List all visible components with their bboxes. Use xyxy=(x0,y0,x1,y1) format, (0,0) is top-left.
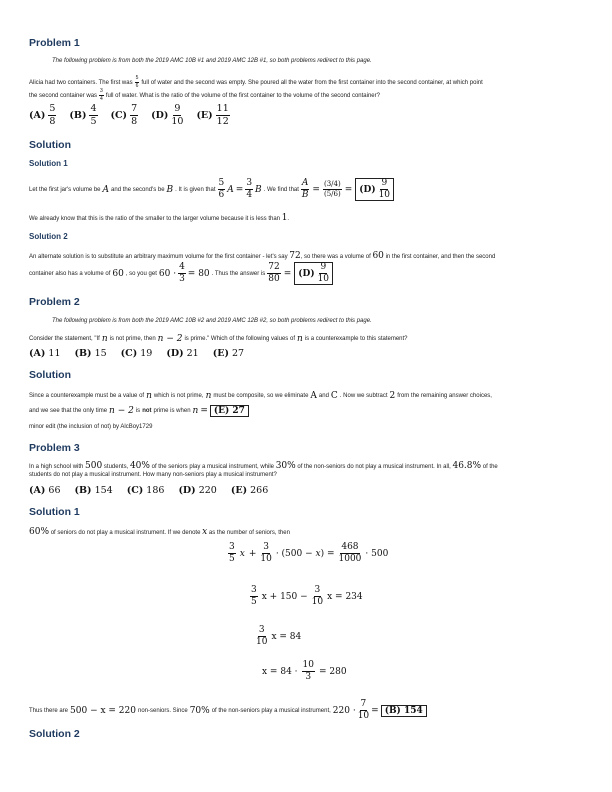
fraction-five-sixths: $\frac{5}{6}$ xyxy=(135,75,139,89)
answer-box-d: (D) $\frac{9}{10}$ xyxy=(355,178,394,201)
answer-box-e: (E) 27 xyxy=(210,405,249,417)
answer-box-d-2: (D) $\frac{9}{10}$ xyxy=(294,262,333,285)
fraction-three-fourths: $\frac{3}{4}$ xyxy=(100,88,103,102)
problem-2-choices xyxy=(29,348,244,359)
problem-1-note: The following problem is from both the 2019 AMC 10B #1 and 2019 AMC 12B #1, so both problems redirect to this page. xyxy=(52,58,372,64)
problem-1-choices xyxy=(29,104,230,126)
solution-p2-line1: Since a counterexample must be a value of n which is not prime, n must be composite, so we eliminate A and C . Now we subtract 2 from the remaining answer choices, xyxy=(29,391,492,401)
problem-1-heading: Problem 1 xyxy=(29,37,80,49)
solution-1-line: Let the first jar's volume be A and the second's be B . It is given that $\frac{5}{6}$ A = $\frac{3}{4}$ B . We find that $\frac{A}{B}$ = $\frac{(3/4)}{(5/6)}$ = (D) $\frac{9}{10}$ xyxy=(29,178,394,201)
problem-3-choices xyxy=(29,485,268,496)
choice-b: (B) $\frac{4}{5}$ xyxy=(69,103,97,127)
choice-b: (B) 154 xyxy=(74,485,113,496)
problem-3-heading: Problem 3 xyxy=(29,442,80,454)
solution-2-heading-p3: Solution 2 xyxy=(29,728,80,740)
problem-2-text: Consider the statement, "If n is not prime, then n − 2 is prime." Which of the following values of n is a counterexample to this statement? xyxy=(29,334,408,344)
equation-60: 60 · $\frac{4}{3}$ = 80 xyxy=(158,262,210,284)
problem-1-text-line2 xyxy=(29,89,380,102)
choice-a: (A) 66 xyxy=(29,485,61,496)
solution-p3-intro: 60% of seniors do not play a musical instrument. If we denote x as the number of seniors, then xyxy=(29,527,290,537)
choice-d: (D) $\frac{9}{10}$ xyxy=(151,103,184,127)
solution-2-line1: An alternate solution is to substitute an arbitrary maximum volume for the first container - let's say 72, so there was a volume of 60 in the first container, and then the second xyxy=(29,251,496,261)
equation-2: $\frac{3}{5}$ x + 150 − $\frac{3}{10}$ x = 234 xyxy=(251,585,363,607)
choice-a: (A) 11 xyxy=(29,348,61,359)
problem-1-text-line1 xyxy=(29,76,483,89)
choice-e: (E) 266 xyxy=(230,485,269,496)
choice-d: (D) 21 xyxy=(166,348,199,359)
number-one: 1 xyxy=(281,213,288,223)
equation-1: $\frac{3}{5}$ x + $\frac{3}{10}$ · (500 − x) = $\frac{468}{1000}$ · 500 xyxy=(229,542,389,564)
solution-p3-final: Thus there are 500 − x = 220 non-seniors. Since 70% of the non-seniors play a musical instrument, 220 · $\frac{7}{10}$ = (B) 154 xyxy=(29,700,427,721)
problem-2-note: The following problem is from both the 2019 AMC 10B #2 and 2019 AMC 12B #2, so both problems redirect to this page. xyxy=(52,318,372,324)
choice-b: (B) 15 xyxy=(74,348,107,359)
solution-2-heading: Solution 2 xyxy=(29,232,68,241)
solution-heading-2: Solution xyxy=(29,369,71,381)
choice-c: (C) $\frac{7}{8}$ xyxy=(110,103,138,127)
choice-c: (C) 19 xyxy=(120,348,153,359)
solution-1-heading: Solution 1 xyxy=(29,159,68,168)
solution-1-heading-p3: Solution 1 xyxy=(29,506,80,518)
choice-d: (D) 220 xyxy=(178,485,217,496)
var-b: B xyxy=(166,184,174,195)
problem-1-text: Alicia had two containers. The first was xyxy=(29,79,133,86)
problem-1-text: full of water. What is the ratio of the volume of the first container to the volume of the second container? xyxy=(105,92,380,99)
solution-heading: Solution xyxy=(29,139,71,151)
problem-3-line1: In a high school with 500 students, 40% of the seniors play a musical instrument, while 30% of the non-seniors do not play a musical instrument. In all, 46.8% of the xyxy=(29,461,498,471)
equation-3: $\frac{3}{10}$ x = 84 xyxy=(256,625,302,647)
solution-2-line2: container also has a volume of 60 , so you get 60 · $\frac{4}{3}$ = 80 . Thus the answer is $\frac{72}{80}$ = (D) $\frac{9}{10}$ xyxy=(29,262,333,285)
choice-e: (E) 27 xyxy=(212,348,245,359)
solution-1-after: We already know that this is the ratio of the smaller to the larger volume because it is less than 1. xyxy=(29,213,290,223)
var-a: A xyxy=(102,184,110,195)
choice-a: (A) $\frac{5}{8}$ xyxy=(29,103,56,127)
equation-4: x = 84 · $\frac{10}{3}$ = 280 xyxy=(262,660,347,682)
choice-e: (E) $\frac{11}{12}$ xyxy=(196,103,229,127)
minor-edit-note: minor edit (the inclusion of not) by AlcBoy1729 xyxy=(29,424,153,430)
solution-p2-line2: and we see that the only time n − 2 is not prime is when n = (E) 27 xyxy=(29,405,249,417)
equation-ratio: $\frac{A}{B}$ = $\frac{(3/4)}{(5/6)}$ = (D) $\frac{9}{10}$ xyxy=(301,178,394,201)
problem-1-text: full of water and the second was empty. She poured all the water from the first container into the second container, at which point xyxy=(141,79,483,86)
problem-1-text: the second container was xyxy=(29,92,98,99)
equation-72-80: $\frac{72}{80}$ = (D) $\frac{9}{10}$ xyxy=(267,262,333,285)
answer-box-b: (B) 154 xyxy=(381,705,427,717)
problem-2-heading: Problem 2 xyxy=(29,296,80,308)
problem-3-line2: students do not play a musical instrument. How many non-seniors play a musical instrument? xyxy=(29,472,277,478)
choice-c: (C) 186 xyxy=(126,485,165,496)
equation-5-6-a: $\frac{5}{6}$ A = $\frac{3}{4}$ B xyxy=(218,178,262,200)
